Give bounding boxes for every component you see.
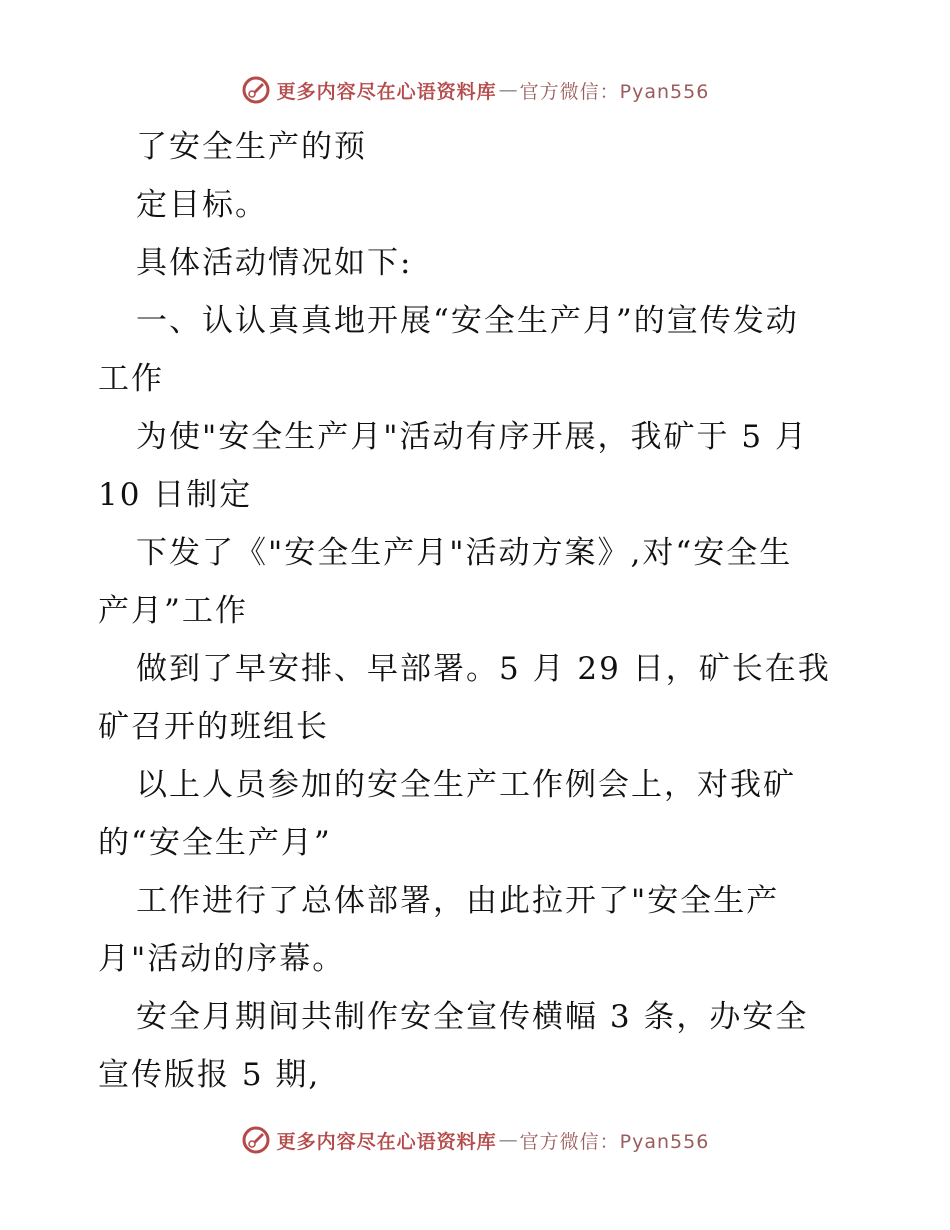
brand-logo-icon: [241, 1125, 271, 1155]
banner-separator: —: [498, 79, 518, 101]
banner-brand-text: 更多内容尽在心语资料库: [276, 80, 497, 103]
body-text-line: 矿召开的班组长: [98, 709, 329, 745]
body-text-line: 为使"安全生产月"活动有序开展，我矿于 5 月: [136, 419, 808, 455]
body-text-line: 定目标。: [136, 187, 268, 223]
body-text-line: 做到了早安排、早部署。5 月 29 日，矿长在我: [136, 651, 831, 687]
header-banner: [0, 72, 950, 108]
body-text-line: 了安全生产的预: [136, 129, 367, 165]
body-text-line: 宣传版报 5 期,: [98, 1057, 321, 1093]
document-body: [98, 118, 858, 1104]
brand-logo-icon: [241, 75, 271, 105]
body-text-line: 一、认认真真地开展“安全生产月”的宣传发动: [136, 303, 799, 339]
body-text-line: 月"活动的序幕。: [98, 941, 346, 977]
body-text-line: 下发了《"安全生产月"活动方案》,对“安全生: [136, 535, 793, 571]
banner-brand-text: 更多内容尽在心语资料库: [276, 1130, 497, 1153]
body-text-line: 的“安全生产月”: [98, 825, 332, 861]
body-text-line: 工作进行了总体部署，由此拉开了"安全生产: [136, 883, 780, 919]
footer-banner: [0, 1122, 950, 1158]
body-text-line: 以上人员参加的安全生产工作例会上，对我矿: [136, 767, 796, 803]
body-text-line: 产月”工作: [98, 593, 248, 629]
banner-account-text: 官方微信：Pyan556: [519, 1130, 710, 1153]
body-text-line: 具体活动情况如下:: [136, 245, 413, 281]
banner-separator: —: [498, 1129, 518, 1151]
body-text-line: 工作: [98, 361, 164, 397]
body-text-line: 10 日制定: [98, 477, 253, 513]
banner-account-text: 官方微信：Pyan556: [519, 80, 710, 103]
body-text-line: 安全月期间共制作安全宣传横幅 3 条，办安全: [136, 999, 809, 1035]
